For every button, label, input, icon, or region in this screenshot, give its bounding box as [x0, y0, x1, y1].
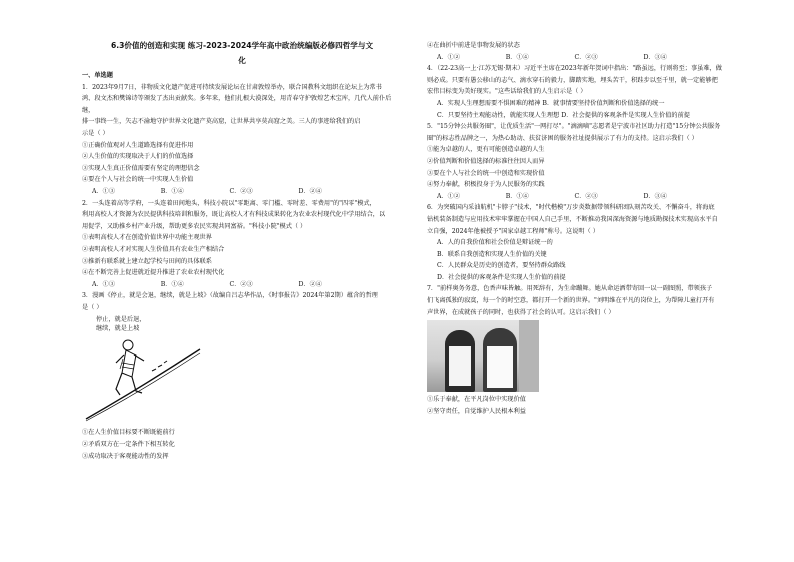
caption-line-2: 继续，就是上坡: [96, 325, 140, 333]
q6-option-c[interactable]: C．人民群众是历史的创造者，要坚持群众路线: [437, 262, 566, 270]
q7-line: 们飞离孤独的寂寞，每一个的时空意，都打开一个新的世界。"刘明维在平凡的岗位上，为帮障儿童打开有: [427, 297, 715, 305]
q1-option-d[interactable]: D．②④: [298, 187, 322, 195]
q7-item: ①乐于奉献，在平凡岗位中实现价值: [427, 396, 526, 404]
q1-line: 1．2023年9月7日，非物质文化遗产促进可持续发展论坛在甘肃敦煌举办，联合国教科文组织在论坛上为常书: [82, 83, 382, 91]
q1-option-a[interactable]: A．①③: [92, 187, 116, 195]
q4-line: 宏伟目标变为美好现实。"这些话给我们的人生启示是（ ）: [427, 88, 587, 96]
q2-item: ①表明高校人才在创造价值世界中功能主观世界: [82, 234, 212, 242]
q2-options: [82, 279, 322, 291]
q1-option-c[interactable]: C．②③: [229, 187, 253, 195]
q4-option-row[interactable]: A．实现人生理想需要不惧困难的精神 B．就事情要坚持价值判断和价值选择的统一: [437, 99, 665, 107]
q3-line: 是（ ）: [82, 303, 103, 311]
q5-options: [427, 191, 667, 203]
q5-line: 5．"15分钟公共服务圈"，让优质生活"一网打尽"。"滴滴嘀"志愿者是宁波市社区助力打造"15分钟公共服务: [427, 123, 721, 131]
q5-option-a[interactable]: A．①②: [437, 192, 461, 200]
section-heading: 一、单选题: [82, 72, 113, 79]
q4-option-row[interactable]: C．只要坚持主观能动性，就能实现人生理想 D．社会提供的客观条件是实现人生价值的前提: [437, 111, 690, 119]
q1-line: 示是（ ）: [82, 129, 109, 137]
q4-line: 则必成。只要有愚公移山的志气、滴水穿石的毅力，脚踏实地，埋头苦干，积跬步以至千里，就一定能够把: [427, 76, 718, 84]
q2-option-a[interactable]: A．①③: [92, 280, 116, 288]
q5-line: 圈"的标志性品牌之一，为热心助动、扶贫济困的服务社址提供展示了有力的支持。这启示我们（ ）: [427, 134, 698, 142]
q7-item: ②坚守责任，自觉维护人民根本利益: [427, 407, 526, 415]
q3-options: [427, 52, 667, 64]
q1-option-b[interactable]: B．①④: [160, 187, 184, 195]
question-5: [427, 121, 747, 202]
question-3: [82, 290, 402, 462]
q5-option-b[interactable]: B．①④: [505, 192, 529, 200]
q3-option-d[interactable]: D．③④: [643, 53, 667, 61]
q4-line: 4．（22-23高一上·江苏无锡·期末）习近平主席在2023年新年贺词中指出："路虽远，行则将至；事虽难，做: [427, 65, 722, 73]
q3-option-a[interactable]: A．①②: [437, 53, 461, 61]
q2-option-b[interactable]: B．①④: [160, 280, 184, 288]
title-line-1: 6.3价值的创造和实现 练习-2023-2024学年高中政治统编版必修四哲学与文: [110, 41, 374, 50]
q2-option-c[interactable]: C．②③: [229, 280, 253, 288]
q1-item: ②人生价值的实现取决于人们的价值选择: [82, 153, 194, 161]
document-title: [82, 38, 402, 68]
q2-line: 2．一头连着高等学府，一头连着田间地头，科技小院以"零距离、零门槛、零时差、零费用"的"四零"模式，: [82, 199, 376, 207]
q6-option-b[interactable]: B．联系自我创造和实现人生价值的关键: [437, 250, 547, 258]
q2-option-d[interactable]: D．②④: [298, 280, 322, 288]
q3-item: ③成功取决于客观能动性的发挥: [82, 452, 169, 460]
q7-line: 声世界，在成就孩子的同时，也获得了社会的认可。这启示我们（ ）: [427, 308, 615, 316]
photo-person-left-shirt: [449, 346, 471, 386]
question-6: [427, 202, 747, 283]
q5-option-c[interactable]: C．②③: [574, 192, 598, 200]
q3-option-c[interactable]: C．②③: [574, 53, 598, 61]
q6-line: 立自强，2024年他被授予"国家卓越工程师"称号。这说明（ ）: [427, 227, 599, 235]
q5-option-d[interactable]: D．③④: [643, 192, 667, 200]
question-7: [427, 283, 747, 417]
q3-line: 3．漫画《停止，就是会退，继续，就是上坡》（故编自吕志华作品，《时事报告》2024年第2期）蕴含的哲理: [82, 292, 378, 300]
q1-item: ①正确价值观对人生道路选择有促进作用: [82, 141, 194, 149]
q2-item: ④在不断完善上促进就近提升推进了农业农村现代化: [82, 269, 225, 277]
q3-item: ①在人生价值目标要不断既能前行: [82, 429, 175, 437]
q3-item-4: ④在曲折中前进是事物发展的状态: [427, 42, 520, 49]
q3-item: ②矛盾双方在一定条件下相互转化: [82, 441, 175, 449]
q1-item: ④要在个人与社会的统一中实现人生价值: [82, 176, 194, 184]
q6-line: 钻机装备制造与应用技术牢牢掌握在中国人自己手里，不断推动我国深海资源与地质勘探技术实现高水平自: [427, 215, 718, 223]
cartoon-caption: [96, 315, 146, 333]
q6-line: 6．为突破国内采油航机"卡脖子"技术，"时代楷模"万步炎数据带领科研团队刻苦攻关、不懈奋斗，将海底: [427, 204, 715, 212]
q1-line: 排一事终一生，矢志不渝地守护世界文化遗产莫高窟，让世界共享莫高窟之美。三人的事迹给我们的启: [82, 118, 361, 126]
q1-line: 鸿、段文杰和樊锦诗等颁发了杰出贡献奖。多年来，他们扎根大漠深处，用青春守护敦煌艺术宝库，几代人前仆后继，: [82, 95, 392, 114]
q3-option-b[interactable]: B．①④: [505, 53, 529, 61]
photo-background: [519, 320, 539, 392]
teacher-student-photo: [427, 320, 539, 392]
q1-options: [82, 186, 322, 198]
q7-line: 7．"前样奥务务意，色香声味皆触。用死辞有，为生命蹦舞。她从命运洒带寄回一以一副图照，带领孩子: [427, 285, 713, 293]
question-1: [82, 82, 402, 198]
q2-line: 利用高校人才资源为农民提供科技培训和服务，既让高校人才有科技成果转化为农业农村现代化中学用结合，以: [82, 211, 386, 219]
right-column: [427, 40, 747, 417]
q2-item: ③推新有联系就上建立起学校与田间的具体联系: [82, 257, 212, 265]
q5-item: ②价值判断和价值选择的标准往往因人而异: [427, 157, 545, 165]
q5-item: ④努力奉献，积极投身于为人民服务的实践: [427, 181, 545, 189]
caption-line-1: 停止，就是后退，: [96, 316, 146, 324]
cartoon-figure: [82, 315, 202, 425]
q1-item: ③实现人生真正价值需要有坚定的理想信念: [82, 164, 200, 172]
q6-option-a[interactable]: A．人的自我价值和社会价值是辩证统一的: [437, 239, 553, 247]
q5-item: ③要在个人与社会的统一中创造和实现价值: [427, 169, 545, 177]
q6-option-d[interactable]: D．社会提供的客观条件是实现人生价值的前提: [437, 273, 566, 281]
q5-item: ①能为卓越的人，更有可能创造卓越的人生: [427, 146, 545, 154]
question-4: [427, 63, 747, 121]
question-2: [82, 198, 402, 291]
left-column: [82, 38, 402, 462]
title-line-2: 化: [238, 56, 246, 65]
q2-line: 用促学，又助推乡村产业升级，帮助更多农民实现共同富裕。"科技小院"模式（ ）: [82, 222, 307, 230]
photo-person-right-shirt: [487, 346, 513, 388]
q2-item: ②表明高校人才对实现人生价值具有农业生产相结合: [82, 245, 225, 253]
